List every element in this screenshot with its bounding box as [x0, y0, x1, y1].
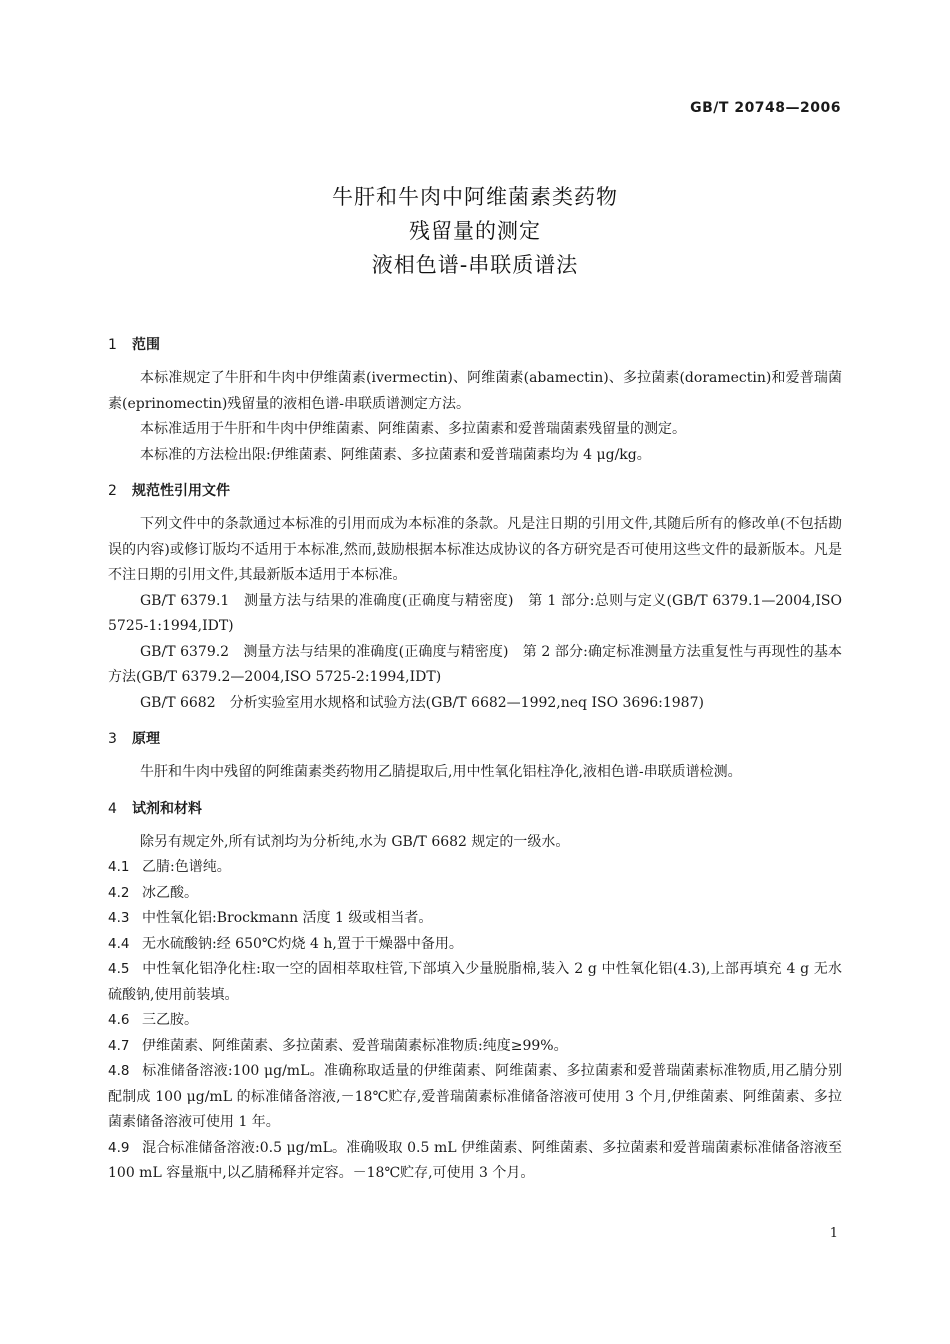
item-text: 无水硫酸钠:经 650℃灼烧 4 h,置于干燥器中备用。 — [142, 935, 463, 952]
section-title: 原理 — [132, 731, 160, 747]
item-number: 4.8 — [108, 1063, 130, 1079]
item-text: 三乙胺。 — [142, 1012, 198, 1028]
standard-code: GB/T 20748—2006 — [690, 100, 841, 116]
list-item — [108, 1059, 842, 1136]
title-line-1: 牛肝和牛肉中阿维菌素类药物 — [332, 185, 618, 209]
section-title: 规范性引用文件 — [132, 483, 230, 499]
item-number: 4.4 — [108, 935, 130, 952]
item-text: 伊维菌素、阿维菌素、多拉菌素、爱普瑞菌素标准物质:纯度≥99%。 — [142, 1037, 568, 1054]
paragraph: 牛肝和牛肉中残留的阿维菌素类药物用乙腈提取后,用中性氧化铝柱净化,液相色谱-串联质谱检测。 — [140, 764, 742, 780]
spacer — [108, 752, 842, 760]
section-number: 2 — [108, 483, 117, 499]
spacer — [108, 358, 842, 366]
item-text: 冰乙酸。 — [142, 884, 198, 901]
spacer — [108, 822, 842, 830]
section-heading-scope — [108, 332, 842, 358]
spacer — [108, 504, 842, 512]
list-item — [108, 1008, 842, 1034]
section-title: 试剂和材料 — [132, 800, 202, 817]
title-line-2: 残留量的测定 — [409, 219, 541, 243]
item-text: 乙腈:色谱纯。 — [142, 859, 231, 875]
section-heading-normative-references — [108, 478, 842, 504]
list-item — [108, 1136, 842, 1187]
section-heading-principle — [108, 726, 842, 752]
section-number: 3 — [108, 731, 117, 747]
paragraph: 本标准规定了牛肝和牛肉中伊维菌素(ivermectin)、阿维菌素(abamectin)、多拉菌素(doramectin)和爱普瑞菌素(eprinomectin)残留量的液相色谱-串联质谱测定方法。 — [108, 370, 842, 412]
section-number: 1 — [108, 337, 117, 353]
list-item — [108, 1034, 842, 1060]
list-item — [108, 855, 842, 881]
item-text: 中性氧化铝净化柱:取一空的固相萃取柱管,下部填入少量脱脂棉,装入 2 g 中性氧化铝(4.3),上部再填充 4 g 无水硫酸钠,使用前装填。 — [108, 961, 842, 1003]
document-title — [0, 180, 950, 282]
reference-entry: GB/T 6682 分析实验室用水规格和试验方法(GB/T 6682—1992,neq ISO 3696:1987) — [140, 694, 704, 711]
paragraph: 本标准的方法检出限:伊维菌素、阿维菌素、多拉菌素和爱普瑞菌素均为 4 μg/kg。 — [140, 446, 651, 463]
item-number: 4.2 — [108, 884, 130, 901]
item-text: 中性氧化铝:Brockmann 活度 1 级或相当者。 — [142, 910, 433, 926]
item-number: 4.5 — [108, 961, 130, 977]
list-item — [108, 881, 842, 907]
list-item — [108, 906, 842, 932]
paragraph: 下列文件中的条款通过本标准的引用而成为本标准的条款。凡是注日期的引用文件,其随后所有的修改单(不包括勘误的内容)或修订版均不适用于本标准,然而,鼓励根据本标准达成协议的各方研究是否可使用这些文件的最新版本。凡是不注日期的引用文件,其最新版本适用于本标准。 — [108, 516, 842, 583]
list-item — [108, 932, 842, 958]
item-text: 标准储备溶液:100 μg/mL。准确称取适量的伊维菌素、阿维菌素、多拉菌素和爱普瑞菌素标准物质,用乙腈分别配制成 100 μg/mL 的标准储备溶液,－18℃贮存,爱普瑞菌素标准储备溶液可使用 3 个月,伊维菌素、阿维菌素、多拉菌素储备溶液可使用 1 年。 — [108, 1063, 842, 1130]
item-text: 混合标准储备溶液:0.5 μg/mL。准确吸取 0.5 mL 伊维菌素、阿维菌素、多拉菌素和爱普瑞菌素标准储备溶液至 100 mL 容量瓶中,以乙腈稀释并定容。－18℃贮存,可使用 3 个月。 — [108, 1139, 842, 1181]
paragraph: 本标准适用于牛肝和牛肉中伊维菌素、阿维菌素、多拉菌素和爱普瑞菌素残留量的测定。 — [140, 421, 686, 437]
section-number: 4 — [108, 800, 117, 817]
reference-entry: GB/T 6379.1 测量方法与结果的准确度(正确度与精密度) 第 1 部分:总则与定义(GB/T 6379.1—2004,ISO 5725-1:1994,IDT) — [108, 592, 842, 634]
reference-entry: GB/T 6379.2 测量方法与结果的准确度(正确度与精密度) 第 2 部分:确定标准测量方法重复性与再现性的基本方法(GB/T 6379.2—2004,ISO 5725-2:1994,IDT) — [108, 643, 842, 685]
section-title: 范围 — [132, 337, 160, 353]
section-heading-reagents — [108, 796, 842, 822]
item-number: 4.6 — [108, 1012, 130, 1028]
title-line-3: 液相色谱-串联质谱法 — [371, 253, 579, 277]
item-number: 4.1 — [108, 859, 130, 875]
item-number: 4.3 — [108, 910, 130, 926]
page-number: 1 — [829, 1226, 838, 1241]
list-item — [108, 957, 842, 1008]
item-number: 4.9 — [108, 1139, 130, 1156]
item-number: 4.7 — [108, 1037, 130, 1054]
paragraph: 除另有规定外,所有试剂均为分析纯,水为 GB/T 6682 规定的一级水。 — [140, 833, 570, 850]
document-body — [108, 332, 842, 1187]
